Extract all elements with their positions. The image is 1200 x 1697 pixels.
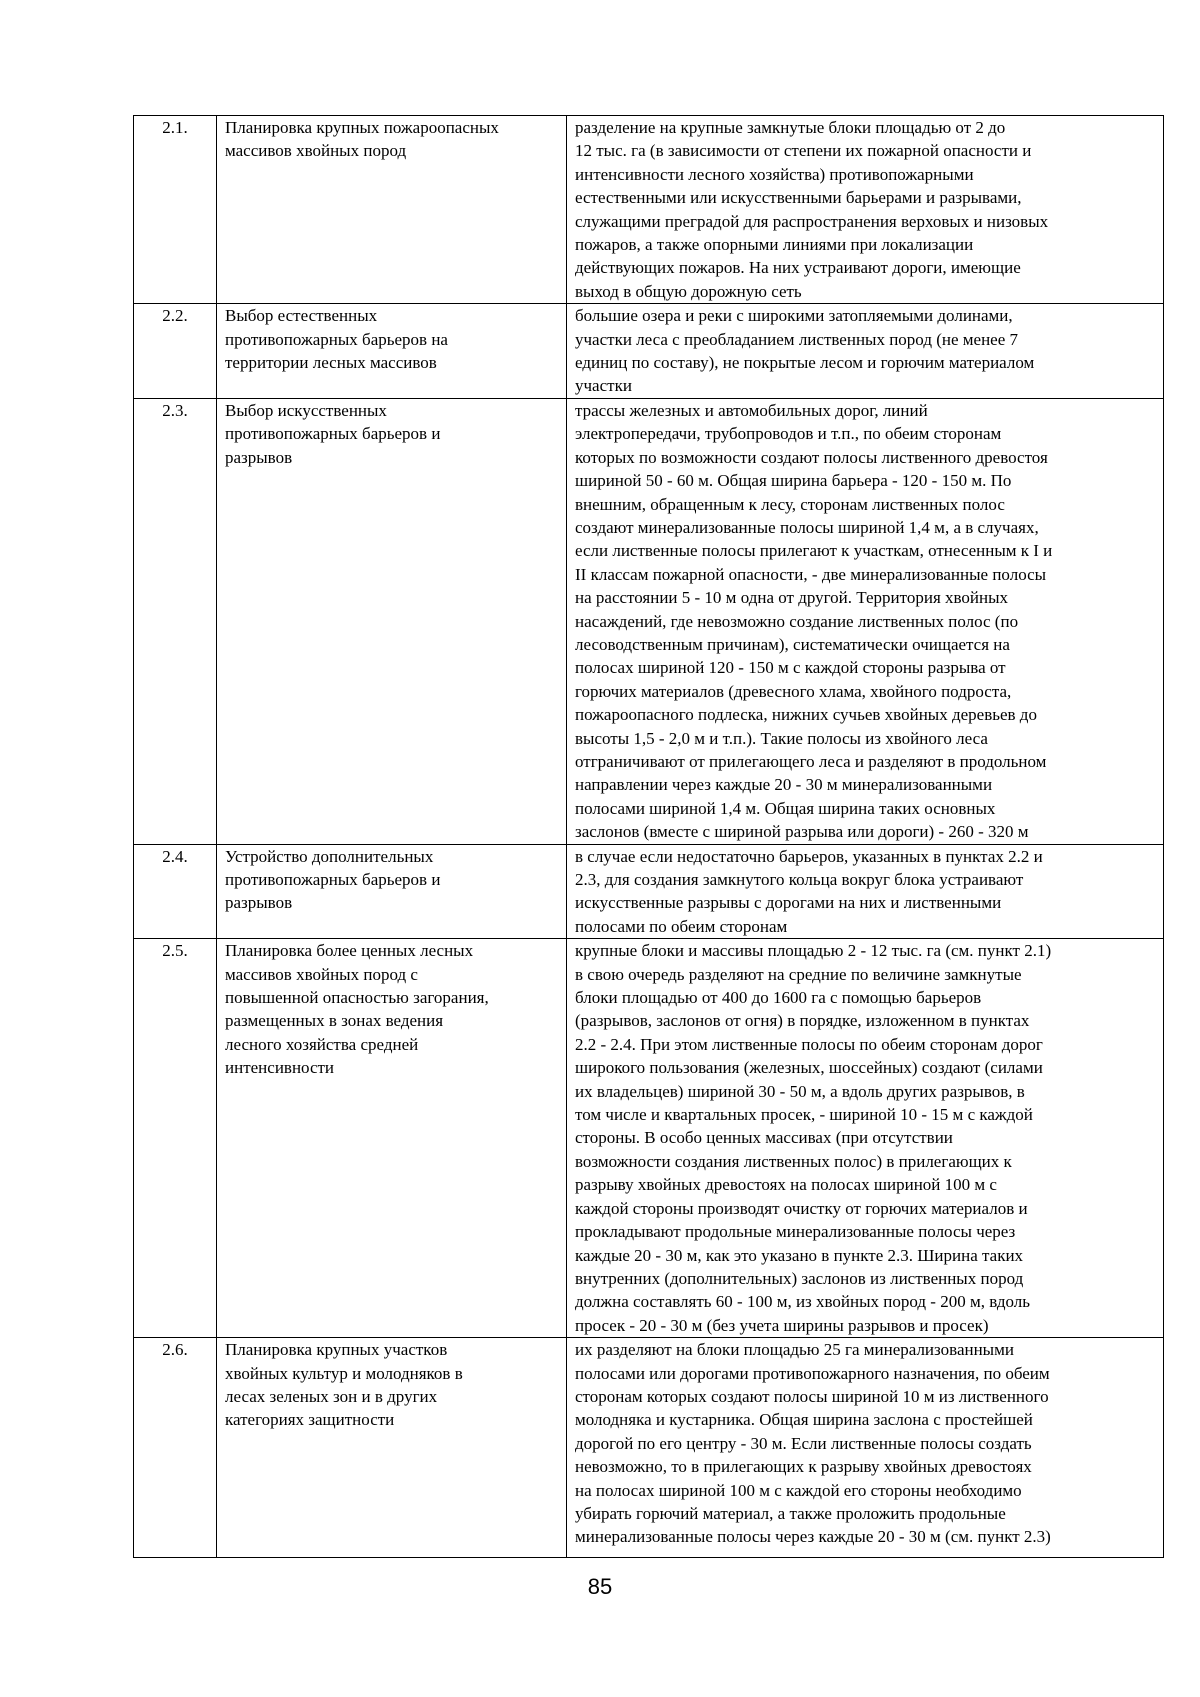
row-description: крупные блоки и массивы площадью 2 - 12 тыс. га (см. пункт 2.1) в свою очередь разделяют на средние по величине замкнутые блоки площадью от 400 до 1600 га с помощью барьеров (разрывов, заслонов от огня) в порядке, изложенном в пунктах 2.2 - 2.4. При этом лиственные полосы по обеим сторонам дорог широкого пользования (железных, шоссейных) создают (силами их владельцев) шириной 30 - 50 м, а вдоль других разрывов, в том числе и квартальных просек, - шириной 10 - 15 м с каждой стороны. В особо ценных массивах (при отсутствии возможности создания лиственных полос) в прилегающих к разрыву хвойных древостоях на полосах шириной 100 м с каждой стороны производят очистку от горючих материалов и прокладывают продольные минерализованные полосы через каждые 20 - 30 м, как это указано в пункте 2.3. Ширина таких внутренних (дополнительных) заслонов из лиственных пород должна составлять 60 - 100 м, из хвойных пород - 200 м, вдоль просек - 20 - 30 м (без учета ширины разрывов и просек) [567, 939, 1164, 1338]
table-row [134, 116, 1164, 304]
row-number: 2.4. [134, 844, 217, 939]
table-row [134, 844, 1164, 939]
row-title: Планировка крупных участков хвойных культур и молодняков в лесах зеленых зон и в других категориях защитности [217, 1338, 567, 1558]
row-number: 2.5. [134, 939, 217, 1338]
row-number: 2.3. [134, 398, 217, 844]
row-title: Планировка крупных пожароопасных массивов хвойных пород [217, 116, 567, 304]
row-title: Планировка более ценных лесных массивов хвойных пород с повышенной опасностью загорания, размещенных в зонах ведения лесного хозяйства средней интенсивности [217, 939, 567, 1338]
row-description: трассы железных и автомобильных дорог, линий электропередачи, трубопроводов и т.п., по обеим сторонам которых по возможности создают полосы лиственного древостоя шириной 50 - 60 м. Общая ширина барьера - 120 - 150 м. По внешним, обращенным к лесу, сторонам лиственных полос создают минерализованные полосы шириной 1,4 м, а в случаях, если лиственные полосы прилегают к участкам, отнесенным к I и II классам пожарной опасности, - две минерализованные полосы на расстоянии 5 - 10 м одна от другой. Территория хвойных насаждений, где невозможно создание лиственных полос (по лесоводственным причинам), систематически очищается на полосах шириной 120 - 150 м с каждой стороны разрыва от горючих материалов (древесного хлама, хвойного подроста, пожароопасного подлеска, нижних сучьев хвойных деревьев до высоты 1,5 - 2,0 м и т.п.). Такие полосы из хвойного леса отграничивают от прилегающего леса и разделяют в продольном направлении через каждые 20 - 30 м минерализованными полосами шириной 1,4 м. Общая ширина таких основных заслонов (вместе с шириной разрыва или дороги) - 260 - 320 м [567, 398, 1164, 844]
table-row [134, 304, 1164, 399]
row-number: 2.1. [134, 116, 217, 304]
row-description: большие озера и реки с широкими затопляемыми долинами, участки леса с преобладанием лиственных пород (не менее 7 единиц по составу), не покрытые лесом и горючим материалом участки [567, 304, 1164, 399]
row-description: в случае если недостаточно барьеров, указанных в пунктах 2.2 и 2.3, для создания замкнутого кольца вокруг блока устраивают искусственные разрывы с дорогами на них и лиственными полосами по обеим сторонам [567, 844, 1164, 939]
row-title: Выбор искусственных противопожарных барьеров и разрывов [217, 398, 567, 844]
page-number: 85 [587, 1574, 613, 1599]
row-description: их разделяют на блоки площадью 25 га минерализованными полосами или дорогами противопожарного назначения, по обеим сторонам которых создают полосы шириной 10 м из лиственного молодняка и кустарника. Общая ширина заслона с простейшей дорогой по его центру - 30 м. Если лиственные полосы создать невозможно, то в прилегающих к разрыву хвойных древостоях на полосах шириной 100 м с каждой его стороны необходимо убирать горючий материал, а также проложить продольные минерализованные полосы через каждые 20 - 30 м (см. пункт 2.3) [567, 1338, 1164, 1558]
table-row [134, 939, 1164, 1338]
row-number: 2.2. [134, 304, 217, 399]
table-row [134, 1338, 1164, 1558]
row-description: разделение на крупные замкнутые блоки площадью от 2 до 12 тыс. га (в зависимости от степени их пожарной опасности и интенсивности лесного хозяйства) противопожарными естественными или искусственными барьерами и разрывами, служащими преградой для распространения верховых и низовых пожаров, а также опорными линиями при локализации действующих пожаров. На них устраивают дороги, имеющие выход в общую дорожную сеть [567, 116, 1164, 304]
row-title: Выбор естественных противопожарных барьеров на территории лесных массивов [217, 304, 567, 399]
table-row [134, 398, 1164, 844]
row-number: 2.6. [134, 1338, 217, 1558]
fire-prevention-table [133, 115, 1164, 1558]
row-title: Устройство дополнительных противопожарных барьеров и разрывов [217, 844, 567, 939]
